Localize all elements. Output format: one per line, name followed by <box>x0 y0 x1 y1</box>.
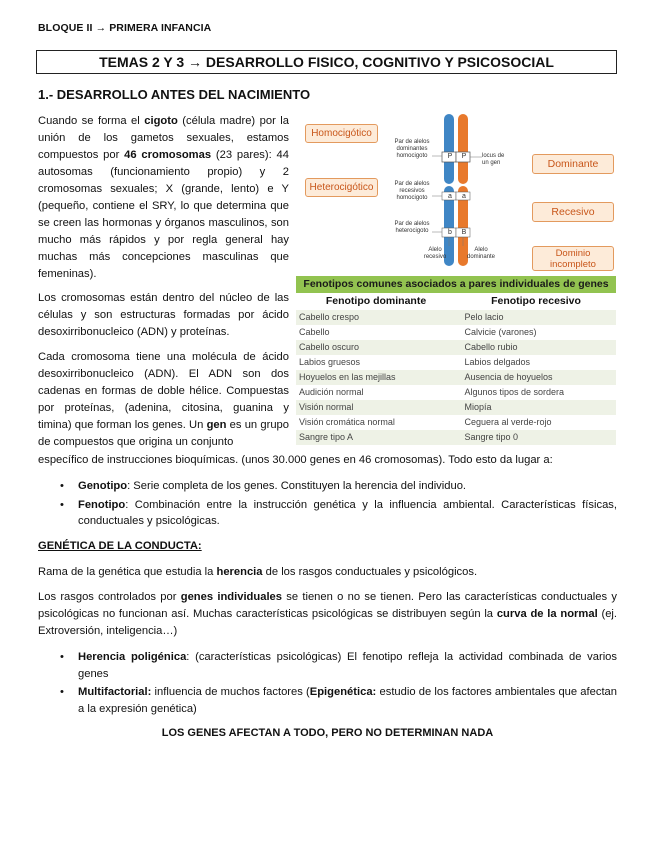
block-label: BLOQUE II → PRIMERA INFANCIA <box>38 22 212 34</box>
table-cell: Pelo lacio <box>464 312 504 322</box>
allele-letter: a <box>462 193 466 200</box>
table-header-recesivo: Fenotipo recesivo <box>491 295 581 307</box>
table-cell: Cabello oscuro <box>299 342 360 352</box>
paragraph-adn-continued: específico de instrucciones bioquímicas. (unos 30.000 genes en 46 cromosomas). Todo esto da lugar a: <box>38 454 553 466</box>
table-cell: Sangre tipo 0 <box>464 432 519 442</box>
table-cell: Ceguera al verde-rojo <box>464 417 552 427</box>
table-cell: Ausencia de hoyuelos <box>464 372 553 382</box>
genotype-phenotype-list <box>38 478 617 532</box>
table-cell: Visión cromática normal <box>299 417 395 427</box>
chromosome-left-upper <box>444 114 454 184</box>
section-title: 1.- DESARROLLO ANTES DEL NACIMIENTO <box>38 87 311 102</box>
table-body <box>296 310 616 445</box>
table-row <box>296 355 616 370</box>
table-cell: Cabello rubio <box>464 342 518 352</box>
table-row <box>296 385 616 400</box>
list-item: • Multifactorial: influencia de muchos factores (Epigenética: estudio de los factores ambientales que afectan a la expresión genética) <box>60 686 618 715</box>
list-item: • Genotipo: Serie completa de los genes. Constituyen la herencia del individuo. <box>60 480 467 492</box>
genetica-title: GENÉTICA DE LA CONDUCTA: <box>38 540 202 552</box>
paragraph-rasgos: Los rasgos controlados por genes individuales se tienen o no se tienen. Pero las características conductuales y psicológicas no funcionan así. Muchas características psicológicas se distribuyen según la curva de la normal (ej. Extroversión, inteligencia…) <box>38 591 618 637</box>
table-row <box>296 415 616 430</box>
table-cell: Sangre tipo A <box>299 432 354 442</box>
allele-letter: a <box>448 193 452 200</box>
table-row <box>296 310 616 325</box>
table-title: Fenotipos comunes asociados a pares individuales de genes <box>296 276 616 293</box>
chromosome-right-upper <box>458 114 468 184</box>
table-header-dominante: Fenotipo dominante <box>325 295 427 307</box>
homocigotico-label: Homocigótico <box>305 124 378 143</box>
dominante-label: Dominante <box>532 154 614 174</box>
table-cell: Algunos tipos de sordera <box>464 387 565 397</box>
table-cell: Hoyuelos en las mejillas <box>299 372 396 382</box>
table-row <box>296 400 616 415</box>
table-cell: Cabello crespo <box>299 312 360 322</box>
table-cell: Calvicie (varones) <box>464 327 537 337</box>
table-cell: Labios gruesos <box>299 357 361 367</box>
allele-letter: P <box>447 153 453 160</box>
recesivo-label: Recesivo <box>532 202 614 222</box>
allele-letter: P <box>461 153 467 160</box>
allele-letter: B <box>461 229 467 236</box>
closing-statement: LOS GENES AFECTAN A TODO, PERO NO DETERMINAN NADA <box>161 727 494 739</box>
table-cell: Miopía <box>464 402 492 412</box>
paragraph-genetica: Rama de la genética que estudia la herencia de los rasgos conductuales y psicológicos. <box>38 566 478 578</box>
allele-diagram <box>296 112 616 272</box>
table-row <box>296 370 616 385</box>
paragraph-cigoto: Cuando se forma el cigoto (célula madre) por la unión de los gametos sexuales, estamos compuestos por 46 cromosomas (23 pares): 44 autosomas (funcionamiento propio) y 2 cromosomas sexuales; X (grande, lento) e Y (pequeño, contiene el SRY, lo que determina que se creen las hormonas y órganos masculinos, son mucho más rápidos y por regla general hay muchas más concepciones masculinas que femeninas). <box>38 115 289 280</box>
herencia-list <box>38 649 617 719</box>
dominio-incompleto-label: Dominio incompleto <box>532 246 614 271</box>
label-par-recesivos: Par de alelos recesivos homocigoto <box>394 181 430 201</box>
table-header <box>296 293 616 310</box>
list-item: • Fenotipo: Combinación entre la instrucción genética y la influencia ambiental. Características físicas, conductuales y psicológicas. <box>60 498 617 527</box>
table-cell: Cabello <box>299 327 330 337</box>
chromosome-pair-graphic <box>296 112 616 272</box>
table-cell: Labios delgados <box>464 357 531 367</box>
table-cell: Audición normal <box>299 387 364 397</box>
page-title: TEMAS 2 Y 3 → DESARROLLO FISICO, COGNITIVO Y PSICOSOCIAL <box>36 50 617 74</box>
table-row <box>296 325 616 340</box>
allele-letter: b <box>448 229 452 236</box>
paragraph-adn: Cada cromosoma tiene una molécula de ácido desoxirribonucleico (ADN). El ADN son dos cadenas en formas de doble hélice. Compuestas por proteínas, (adenina, citosina, guanina y timina) que forman los genes. Un gen es un grupo de compuestos que origina un conjunto <box>38 351 289 448</box>
phenotype-table <box>296 276 616 445</box>
heterocigotico-label: Heterocigótico <box>305 178 378 197</box>
table-row <box>296 430 616 445</box>
label-alelo-dominante: Alelo dominante <box>466 247 496 260</box>
table-cell: Visión normal <box>299 402 354 412</box>
paragraph-cromosomas: Los cromosomas están dentro del núcleo de las células y son estructuras formadas por ácido desoxirribonucleico (ADN) y proteínas. <box>38 292 289 338</box>
label-par-hetero: Par de alelos heterocigoto <box>394 221 430 234</box>
label-par-dominantes: Par de alelos dominantes homocigoto <box>394 139 430 159</box>
label-locus: locus de un gen <box>482 153 505 166</box>
label-alelo-recesivo: Alelo recesivo <box>423 247 447 260</box>
list-item: • Herencia poligénica: (características psicológicas) El fenotipo refleja la actividad combinada de varios genes <box>60 651 618 680</box>
table-row <box>296 340 616 355</box>
